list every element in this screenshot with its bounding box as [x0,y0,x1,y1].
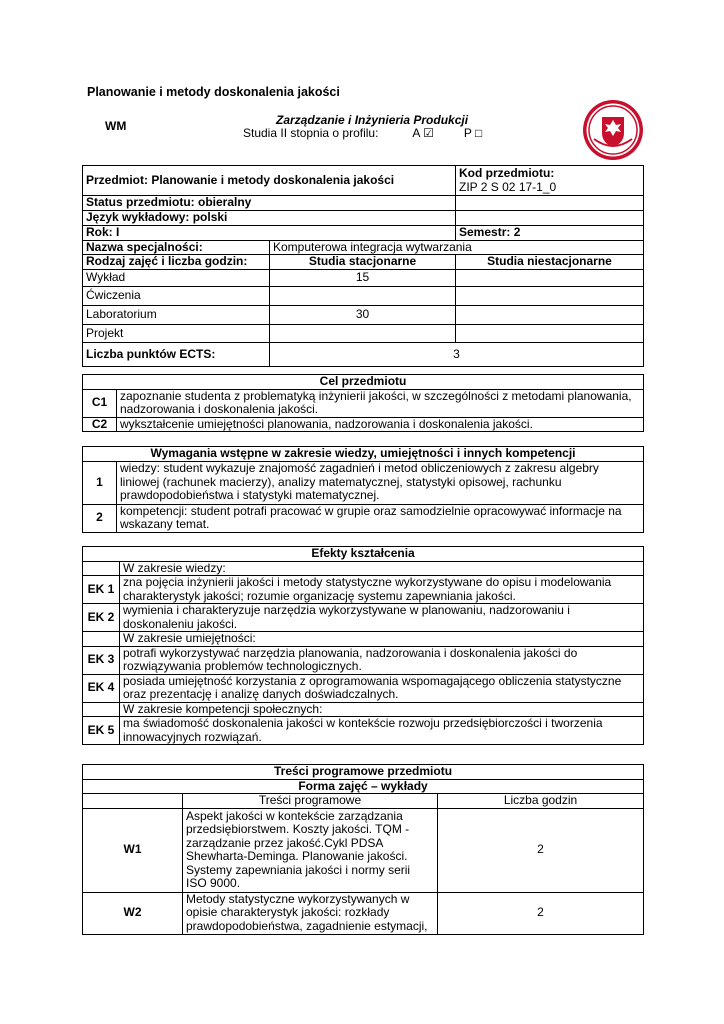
classes-header: Rodzaj zajęć i liczba godzin: [83,255,270,270]
empty-cell [83,702,120,717]
program-table [82,764,644,935]
lecture-hours: 2 [438,892,644,934]
requirement-code: 1 [83,461,117,504]
class-type-label: Projekt [83,325,270,343]
lecture-code: W1 [83,808,183,892]
goal-code: C1 [83,389,117,417]
subject-status: Status przedmiotu: obieralny [83,196,456,211]
empty-cell [456,196,644,211]
requirement-text: wiedzy: student wykazuje znajomość zagadnień i metod obliczeniowych z zakresu algebry liniowej (rachunek macierzy), analizy matematycznej, statystyki opisowej, rachunku prawdopodobieństwa i statystyki matematycznej. [117,461,644,504]
outcome-code: EK 2 [83,604,120,632]
outcome-text: posiada umiejętność korzystania z oprogramowania wspomagającego obliczenia statystyczne oraz prezentację i analizę danych doświadczalnych. [120,674,644,702]
document-title: Planowanie i metody doskonalenia jakości [87,85,340,99]
goal-text: zapoznanie studenta z problematyką inżynierii jakości, w szczególności z metodami planowania, nadzorowania i doskonalenia jakości. [117,389,644,417]
profile-a-checkbox: A ☑ [412,126,434,140]
subject-code-cell [456,166,644,196]
outcome-text: potrafi wykorzystywać narzędzia planowania, nadzorowania i doskonalenia jakości do rozwiązywania problemów technologicznych. [120,646,644,674]
hours-column-header: Liczba godzin [438,794,644,809]
goals-table [82,374,644,432]
specialization-value: Komputerowa integracja wytwarzania [270,240,644,255]
subject-name: Przedmiot: Planowanie i metody doskonalenia jakości [83,166,456,196]
university-logo-icon [582,99,644,161]
nonstationary-hours [456,325,644,343]
outcome-text: wymienia i charakteryzuje narzędzia wykorzystywane w planowaniu, nadzorowaniu i doskonaleniu jakości. [120,604,644,632]
empty-cell [83,794,183,809]
nonstationary-hours [456,306,644,325]
profile-label: Studia II stopnia o profilu: [243,126,379,140]
requirements-header: Wymagania wstępne w zakresie wiedzy, umiejętności i innych kompetencji [83,447,644,462]
ects-label: Liczba punktów ECTS: [83,343,270,367]
profile-p-checkbox: P □ [463,126,483,140]
stationary-hours: 30 [270,306,456,325]
skills-label: W zakresie umiejętności: [120,632,644,647]
goal-code: C2 [83,417,117,432]
outcomes-header: Efekty kształcenia [83,547,644,562]
empty-cell [83,561,120,576]
lecture-hours: 2 [438,808,644,892]
empty-cell [456,211,644,226]
class-type-label: Wykład [83,270,270,287]
subject-info-table [82,165,644,367]
outcome-text: ma świadomość doskonalenia jakości w kontekście rozwoju przedsiębiorczości i tworzenia innowacyjnych rozwiązań. [120,717,644,745]
lecture-content: Aspekt jakości w kontekście zarządzania przedsiębiorstwem. Koszty jakości. TQM - zarządzanie przez jakość.Cykl PDSA Shewharta-Deminga. Planowanie jakości. Systemy zapewniania jakości i normy serii ISO 9000. [183,808,438,892]
subject-code-value: ZIP 2 S 02 17-1_0 [459,179,557,194]
class-type-label: Laboratorium [83,306,270,325]
stationary-hours [270,325,456,343]
study-profile [243,126,482,140]
lecture-content: Metody statystyczne wykorzystywanych w opisie charakterystyk jakości: rozkłady prawdopodobieństwa, zagadnienie estymacji, [183,892,438,934]
program-form: Forma zajęć – wykłady [83,779,644,794]
social-label: W zakresie kompetencji społecznych: [120,702,644,717]
knowledge-label: W zakresie wiedzy: [120,561,644,576]
outcome-code: EK 5 [83,717,120,745]
requirement-code: 2 [83,504,117,532]
outcome-code: EK 1 [83,576,120,604]
specialization-label: Nazwa specjalności: [83,240,270,255]
outcome-text: zna pojęcia inżynierii jakości i metody statystyczne wykorzystywane do opisu i modelowania charakterystyk jakości; rozumie organizację systemu zapewniania jakości. [120,576,644,604]
faculty-abbreviation: WM [105,119,127,133]
lecture-code: W2 [83,892,183,934]
empty-cell [83,632,120,647]
requirement-text: kompetencji: student potrafi pracować w grupie oraz samodzielnie opracowywać informacje na wskazany temat. [117,504,644,532]
stationary-hours [270,287,456,306]
subject-language: Język wykładowy: polski [83,211,456,226]
subject-year: Rok: I [83,226,456,241]
stationary-header: Studia stacjonarne [270,255,456,270]
outcome-code: EK 3 [83,646,120,674]
goals-header: Cel przedmiotu [83,375,644,390]
content-column-header: Treści programowe [183,794,438,809]
field-of-study: Zarządzanie i Inżynieria Produkcji [276,113,469,127]
subject-semester: Semestr: 2 [456,226,644,241]
class-type-label: Ćwiczenia [83,287,270,306]
nonstationary-hours [456,287,644,306]
nonstationary-header: Studia niestacjonarne [456,255,644,270]
requirements-table [82,446,644,533]
outcome-code: EK 4 [83,674,120,702]
subject-code-label: Kod przedmiotu: [459,166,555,180]
stationary-hours: 15 [270,270,456,287]
ects-value: 3 [270,343,644,367]
outcomes-table [82,546,644,745]
nonstationary-hours [456,270,644,287]
goal-text: wykształcenie umiejętności planowania, nadzorowania i doskonalenia jakości. [117,417,644,432]
program-header: Treści programowe przedmiotu [83,765,644,780]
